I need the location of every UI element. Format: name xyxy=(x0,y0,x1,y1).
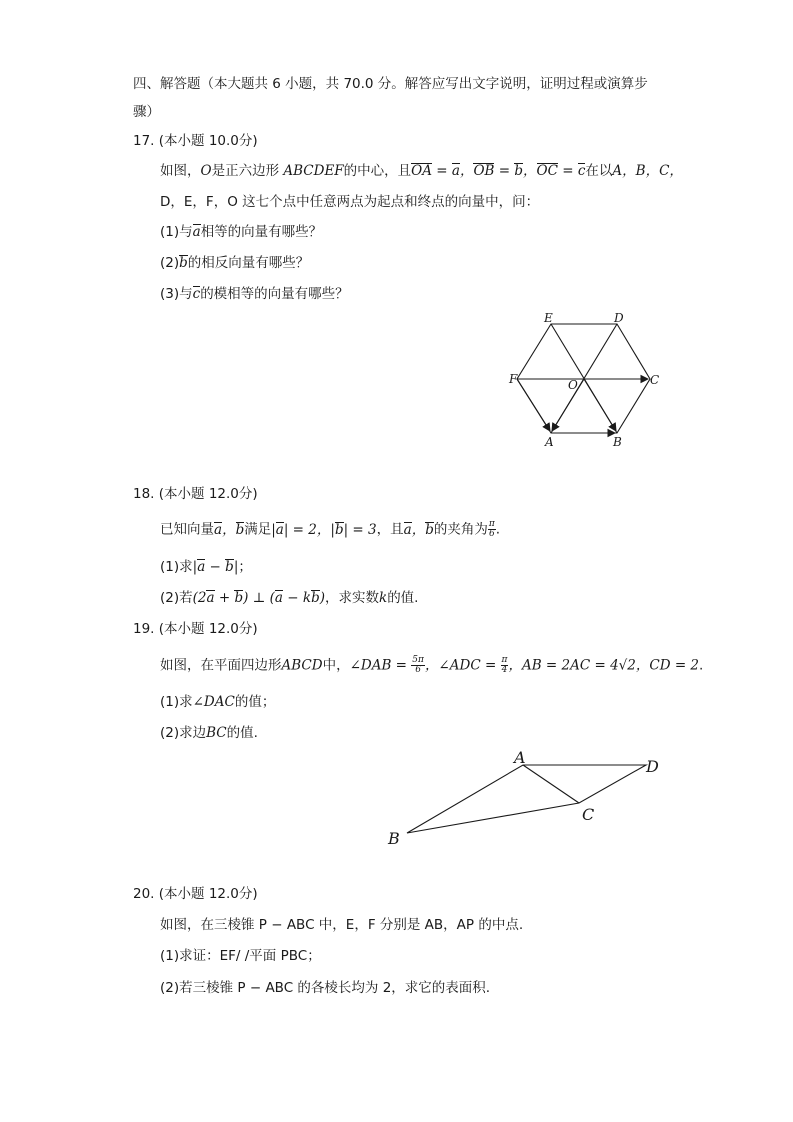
label-A: A xyxy=(514,748,526,767)
q17-part2: (2)b的相反向量有哪些？ xyxy=(160,255,310,271)
label-A: A xyxy=(545,435,554,449)
quadrilateral-figure xyxy=(380,745,670,850)
q20-title: 20. (本小题 12.0分) xyxy=(133,886,258,902)
section-heading-line2: 骤） xyxy=(133,104,160,120)
label-B: B xyxy=(388,829,400,848)
label-O: O xyxy=(568,378,578,392)
label-D: D xyxy=(646,757,659,776)
q17-line2: D，E，F，O 这七个点中任意两点为起点和终点的向量中，问： xyxy=(160,194,540,210)
q17-title: 17. (本小题 10.0分) xyxy=(133,133,258,149)
q19-title: 19. (本小题 12.0分) xyxy=(133,621,258,637)
label-B: B xyxy=(613,435,622,449)
q19-part2: (2)求边BC的值. xyxy=(160,725,258,741)
q19-line1: 如图，在平面四边形ABCD中，∠DAB = $\frac{5\pi}{6}$ ，∠ADC = $\frac{\pi}{4}$ ，AB = 2AC = 4√2，CD = 2. xyxy=(160,655,704,675)
label-F: F xyxy=(509,372,518,386)
q20-part1: (1)求证：EF/ /平面 PBC； xyxy=(160,948,321,964)
q17-part3: (3)与c的模相等的向量有哪些？ xyxy=(160,286,349,302)
label-E: E xyxy=(544,311,553,325)
q20-part2: (2)若三棱锥 P − ABC 的各棱长均为 2，求它的表面积. xyxy=(160,980,491,996)
q19-part1: (1)求∠DAC的值； xyxy=(160,694,276,710)
q18-part1: (1)求|a − b|； xyxy=(160,559,252,575)
q17-part1: (1)与a相等的向量有哪些？ xyxy=(160,224,323,240)
label-D: D xyxy=(614,311,624,325)
q18-line1: 已知向量a，b满足|a| = 2，|b| = 3，且a，b的夹角为 $\frac{\pi}{6}$ . xyxy=(160,519,501,539)
q18-part2: (2)若(2a + b) ⊥ (a − kb)，求实数k的值. xyxy=(160,590,419,606)
q18-title: 18. (本小题 12.0分) xyxy=(133,486,258,502)
label-C: C xyxy=(650,373,660,387)
section-heading-line1: 四、解答题（本大题共 6 小题，共 70.0 分。解答应写出文字说明，证明过程或演算步 xyxy=(133,76,648,92)
hexagon-figure xyxy=(500,308,670,453)
label-C: C xyxy=(582,805,595,824)
q17-intro: 如图，O是正六边形 ABCDEF的中心，且OA = a，OB = b，OC = c在以A，B，C， xyxy=(160,163,683,179)
q20-line1: 如图，在三棱锥 P − ABC 中，E，F 分别是 AB，AP 的中点. xyxy=(160,917,524,933)
